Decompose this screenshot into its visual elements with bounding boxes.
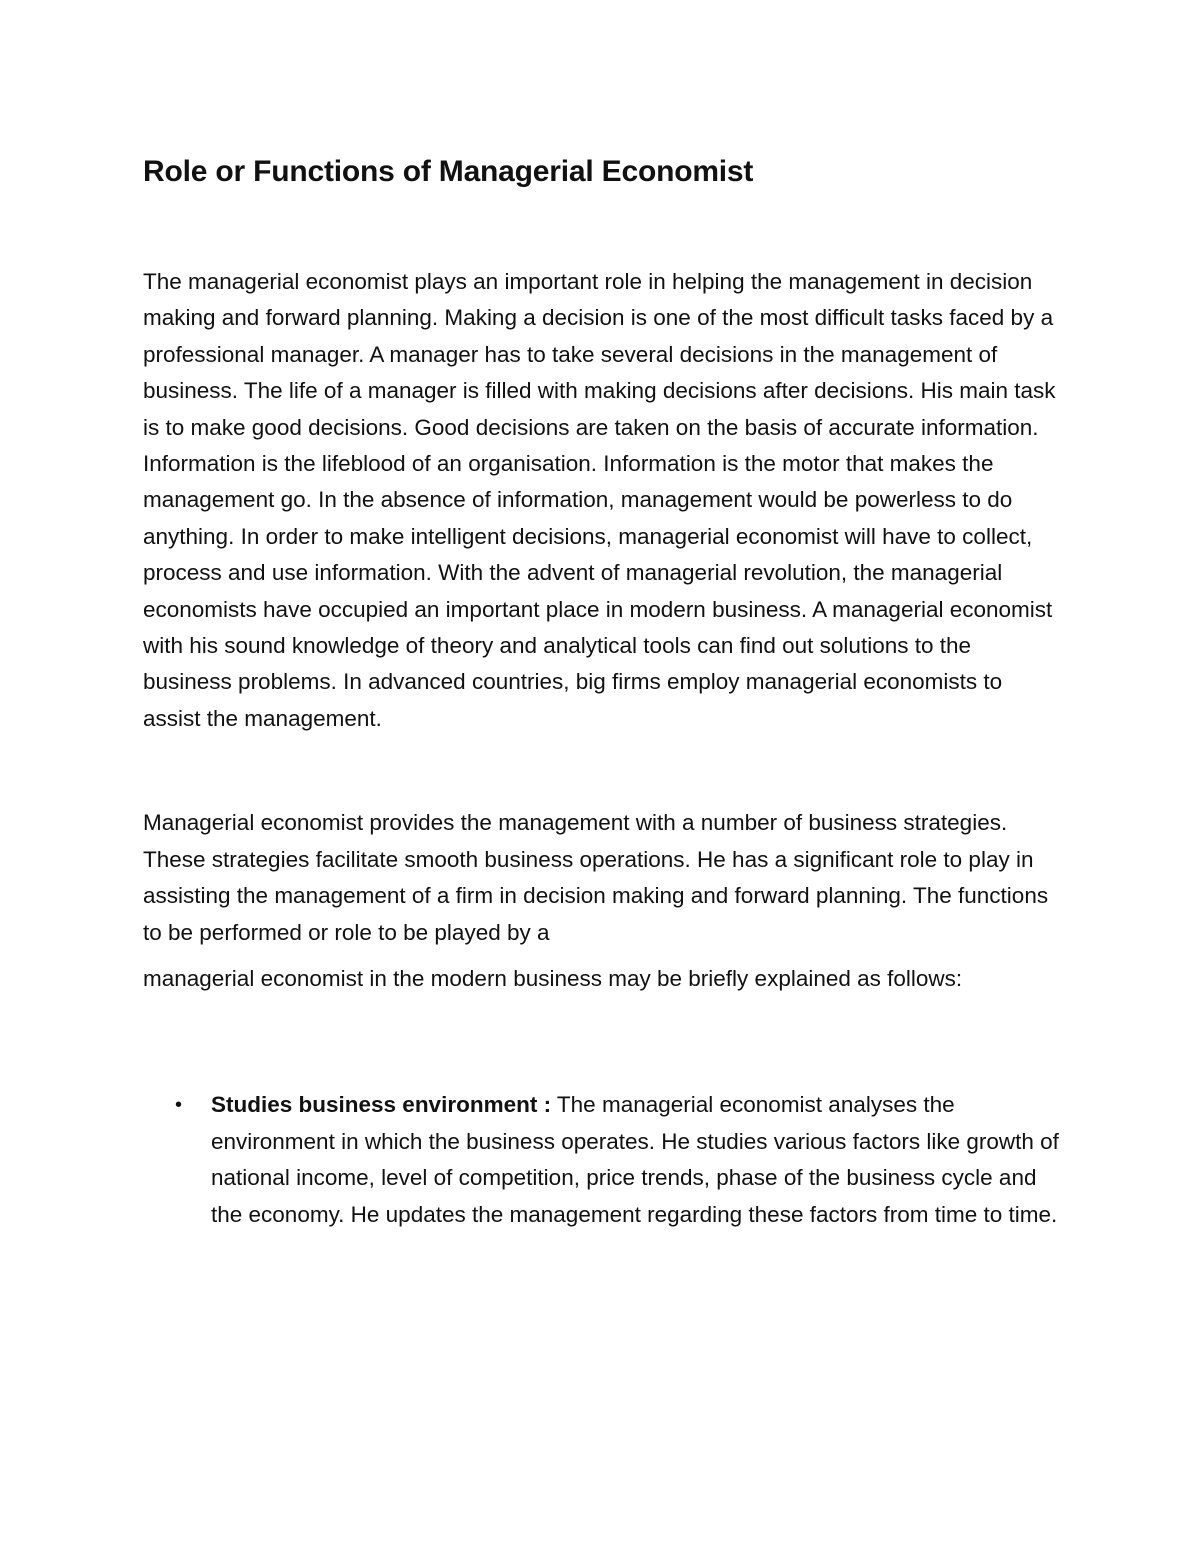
list-item [143,1087,1063,1233]
strategies-paragraph [143,805,1063,997]
strategies-paragraph-tail: managerial economist in the modern business may be briefly explained as follows: [143,965,963,991]
intro-paragraph: The managerial economist plays an important role in helping the management in decision making and forward planning. Making a decision is one of the most difficult tasks faced by a professional manager. A manager has to take several decisions in the management of business. The life of a manager is filled with making decisions after decisions. His main task is to make good decisions. Good decisions are taken on the basis of accurate information. Information is the lifeblood of an organisation. Information is the motor that makes the management go. In the absence of information, management would be powerless to do anything. In order to make intelligent decisions, managerial economist will have to collect, process and use information. With the advent of managerial revolution, the managerial economists have occupied an important place in modern business. A managerial economist with his sound knowledge of theory and analytical tools can find out solutions to the business problems. In advanced countries, big firms employ managerial economists to assist the management. [143,269,1056,731]
document-body [143,150,1063,1233]
bullet-term: Studies business environment : [211,1092,552,1118]
functions-list [143,1087,1063,1233]
bullet-icon: • [175,1094,183,1117]
bullet-text: The managerial economist analyses the environment in which the business operates. He studies various factors like growth of national income, level of competition, price trends, phase of the business cycle and the economy. He updates the management regarding these factors from time to time. [211,1092,1059,1227]
document-title: Role or Functions of Managerial Economist [143,155,754,188]
strategies-paragraph-head: Managerial economist provides the management with a number of business strategies. These strategies facilitate smooth business operations. He has a significant role to play in assisting the management of a firm in decision making and forward planning. The functions to be performed or role to be played by a [143,810,1049,945]
